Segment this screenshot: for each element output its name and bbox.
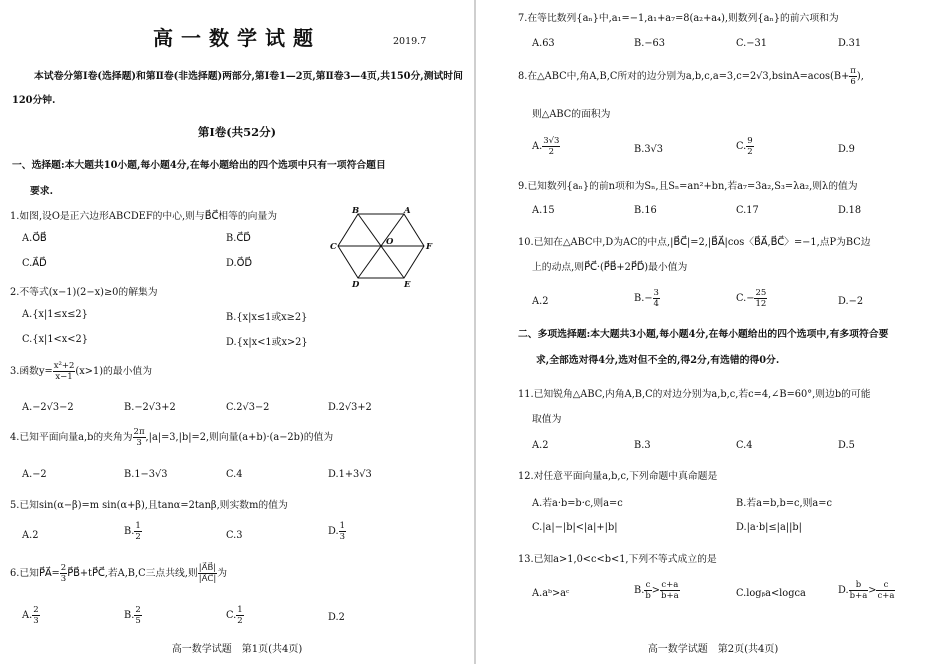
exam-intro: 本试卷分第Ⅰ卷(选择题)和第Ⅱ卷(非选择题)两部分,第Ⅰ卷1—2页,第Ⅱ卷3—4页,共150分,测试时间120分钟. <box>12 71 463 106</box>
q8-option-a[interactable]: A. $\frac{3√3}{2}$ <box>532 136 560 157</box>
q2-option-a[interactable]: A.{x|1≤x≤2} <box>22 309 88 320</box>
q4-option-c[interactable]: C.4 <box>226 469 243 480</box>
hexagon-label-f: F <box>426 242 433 252</box>
q5-option-a[interactable]: A.2 <box>22 530 39 541</box>
hexagon-label-d: D <box>352 280 360 288</box>
hexagon-label-a: A <box>404 206 411 216</box>
q7-option-c[interactable]: C.−31 <box>736 38 767 49</box>
q4-option-b[interactable]: B.1−3√3 <box>124 469 168 480</box>
q1-option-d[interactable]: D.O⃗D⃗ <box>226 258 252 269</box>
q13-option-c[interactable]: C.logᵦa<logᴄa <box>736 588 806 599</box>
hexagon-label-e: E <box>404 280 411 288</box>
q3-fraction: $\frac{\text{x²+2}}{x-1}$ <box>53 361 75 382</box>
question-11-stem: 11.已知锐角△ABC,内角A,B,C的对边分别为a,b,c,若c=4,∠B=60°,则边b的可能 <box>518 389 871 400</box>
page-1-footer: 高一数学试题 第1页(共4页) <box>171 644 303 655</box>
exam-date: 2019.7 <box>393 36 427 47</box>
q10-option-d[interactable]: D.−2 <box>838 296 864 307</box>
q10-option-c[interactable]: C.− $\frac{25}{12}$ <box>736 288 767 309</box>
part-1-title: 第Ⅰ卷(共52分) <box>197 125 277 139</box>
page-1 <box>0 0 474 664</box>
q6-option-c[interactable]: C. $\frac{1}{2}$ <box>226 605 243 626</box>
page-2-footer: 高一数学试题 第2页(共4页) <box>647 644 779 655</box>
question-3-stem: 3.函数y= $\frac{\text{x²+2}}{x-1}$ (x>1)的最小值为 <box>10 361 153 382</box>
question-2-stem: 2.不等式(x−1)(2−x)≥0的解集为 <box>10 287 158 298</box>
q10-option-a[interactable]: A.2 <box>532 296 549 307</box>
q7-option-b[interactable]: B.−63 <box>634 38 665 49</box>
q13-option-d[interactable]: D. $\frac{b}{b+a}$ > $\frac{c}{c+a}$ <box>838 580 895 601</box>
q12-option-d[interactable]: D.|a·b|≤|a||b| <box>736 522 802 533</box>
q4-fraction: $\frac{2\pi}{3}$ <box>133 427 145 448</box>
q9-option-d[interactable]: D.18 <box>838 205 862 216</box>
q7-option-a[interactable]: A.63 <box>532 38 555 49</box>
q3-option-c[interactable]: C.2√3−2 <box>226 402 270 413</box>
question-7-stem: 7.在等比数列{aₙ}中,a₁=−1,a₁+a₇=8(a₂+a₄),则数列{aₙ}的前六项和为 <box>518 13 839 24</box>
q3-option-b[interactable]: B.−2√3+2 <box>124 402 176 413</box>
q9-option-a[interactable]: A.15 <box>532 205 555 216</box>
q6-option-d[interactable]: D.2 <box>328 612 345 623</box>
q5-option-d[interactable]: D. $\frac{1}{3}$ <box>328 521 346 542</box>
q2-option-d[interactable]: D.{x|x<1或x>2} <box>226 337 308 348</box>
section-1-heading: 一、选择题:本大题共10小题,每小题4分,在每小题给出的四个选项中只有一项符合题目 要求. <box>12 160 386 197</box>
q13-option-b[interactable]: B. $\frac{c}{b}$ > $\frac{c+a}{b+a}$ <box>634 580 679 601</box>
question-13-stem: 13.已知a>1,0<c<b<1,下列不等式成立的是 <box>518 554 717 565</box>
q11-option-c[interactable]: C.4 <box>736 440 753 451</box>
q6-option-b[interactable]: B. $\frac{2}{5}$ <box>124 605 141 626</box>
question-6-stem: 6.已知P⃗A⃗= $\frac{2}{3}$ P⃗B⃗+tP⃗C⃗,若A,B,C三点共线,则 $\frac{|A⃗B⃗|}{|A⃗C⃗|}$ 为 <box>10 563 227 584</box>
question-8-stem: 8.在△ABC中,角A,B,C所对的边分别为a,b,c,a=3,c=2√3,bsinA=acos(B+ $\frac{\pi}{6}$ ), <box>518 66 864 87</box>
q9-option-b[interactable]: B.16 <box>634 205 657 216</box>
question-4-stem: 4.已知平面向量a,b的夹角为 $\frac{2\pi}{3}$ ,|a|=3,|b|=2,则向量(a+b)·(a−2b)的值为 <box>10 427 334 448</box>
exam-title: 高一数学试题 <box>153 26 321 50</box>
hexagon-label-c: C <box>330 242 337 252</box>
question-11-stem-line2: 取值为 <box>532 414 562 425</box>
q12-option-c[interactable]: C.|a|−|b|<|a|+|b| <box>532 522 618 533</box>
q13-option-a[interactable]: A.aᵇ>aᶜ <box>532 588 570 599</box>
q8-option-b[interactable]: B.3√3 <box>634 144 664 155</box>
hexagon-label-o: O <box>386 237 394 247</box>
q10-option-b[interactable]: B.− $\frac{3}{4}$ <box>634 288 659 309</box>
q2-option-c[interactable]: C.{x|1<x<2} <box>22 334 88 345</box>
q4-option-a[interactable]: A.−2 <box>22 469 47 480</box>
q7-option-d[interactable]: D.31 <box>838 38 862 49</box>
q8-option-d[interactable]: D.9 <box>838 144 855 155</box>
q2-option-b[interactable]: B.{x|x≤1或x≥2} <box>226 312 308 323</box>
question-10-stem-line2: 上的动点,则P⃗C⃗·(P⃗B⃗+2P⃗D⃗)最小值为 <box>532 262 688 273</box>
q3-option-a[interactable]: A.−2√3−2 <box>22 402 74 413</box>
q6-option-a[interactable]: A. $\frac{2}{3}$ <box>22 605 39 626</box>
q9-option-c[interactable]: C.17 <box>736 205 759 216</box>
q1-option-b[interactable]: B.C⃗D⃗ <box>226 233 251 244</box>
question-5-stem: 5.已知sin(α−β)=m sin(α+β),且tanα=2tanβ,则实数m的值为 <box>10 500 288 511</box>
question-8-stem-line2: 则△ABC的面积为 <box>532 109 611 120</box>
question-9-stem: 9.已知数列{aₙ}的前n项和为Sₙ,且Sₙ=an²+bn,若a₇=3a₂,S₃=λa₂,则λ的值为 <box>518 181 858 192</box>
q1-option-a[interactable]: A.O⃗B⃗ <box>22 233 47 244</box>
q12-option-a[interactable]: A.若a·b=b·c,则a=c <box>532 498 623 509</box>
q5-option-c[interactable]: C.3 <box>226 530 243 541</box>
question-12-stem: 12.对任意平面向量a,b,c,下列命题中真命题是 <box>518 471 718 482</box>
question-10-stem: 10.已知在△ABC中,D为AC的中点,|B⃗C⃗|=2,|B⃗A⃗|cos〈B⃗A⃗,B⃗C⃗〉=−1,点P为BC边 <box>518 237 871 248</box>
section-2-heading: 二、多项选择题:本大题共3小题,每小题4分,在每小题给出的四个选项中,有多项符合要 求,全部选对得4分,选对但不全的,得2分,有选错的得0分. <box>518 329 889 366</box>
hexagon-label-b: B <box>352 206 360 216</box>
q6-ratio: $\frac{|A⃗B⃗|}{|A⃗C⃗|}$ <box>198 563 217 584</box>
q11-option-b[interactable]: B.3 <box>634 440 651 451</box>
q11-option-a[interactable]: A.2 <box>532 440 549 451</box>
q11-option-d[interactable]: D.5 <box>838 440 855 451</box>
q5-option-b[interactable]: B. $\frac{1}{2}$ <box>124 521 141 542</box>
page-2 <box>476 0 950 664</box>
q12-option-b[interactable]: B.若a=b,b=c,则a=c <box>736 498 832 509</box>
question-1-stem: 1.如图,设O是正六边形ABCDEF的中心,则与B⃗C⃗相等的向量为 <box>10 211 278 222</box>
q8-option-c[interactable]: C. $\frac{9}{2}$ <box>736 136 753 157</box>
q3-option-d[interactable]: D.2√3+2 <box>328 402 372 413</box>
q1-option-c[interactable]: C.A⃗D⃗ <box>22 258 47 269</box>
q4-option-d[interactable]: D.1+3√3 <box>328 469 372 480</box>
hexagon-figure <box>330 206 434 288</box>
